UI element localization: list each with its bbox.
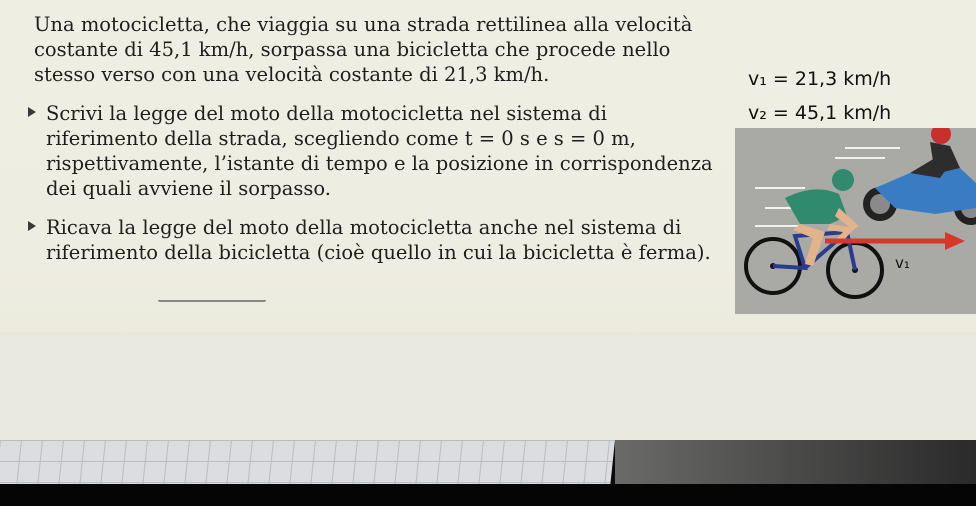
motorcycle-icon	[863, 128, 976, 225]
problem-text	[34, 12, 724, 279]
task-item-1	[34, 101, 724, 201]
velocity-v1-label: v₁ = 21,3 km/h	[748, 68, 892, 90]
overtaking-illustration	[735, 128, 976, 314]
velocity-v2-label: v₂ = 45,1 km/h	[748, 102, 892, 124]
arrow-v1-label: v₁	[895, 254, 910, 272]
problem-intro: Una motocicletta, che viaggia su una strada rettilinea alla velocità costante di 45,1 km/h, sorpassa una bicicletta che procede nello stesso verso con una velocità costante di 21,3 km/h.	[34, 13, 693, 86]
task-item-2	[34, 215, 724, 265]
grid-notebook	[0, 440, 615, 484]
task-2-text: Ricava la legge del moto della motocicletta anche nel sistema di riferimento della bicicletta (cioè quello in cui la bicicletta è ferma).	[46, 216, 711, 264]
pencil-underline	[158, 296, 266, 302]
table-shadow	[615, 440, 976, 484]
overtaking-drawing	[735, 128, 976, 314]
bottom-dark-bar	[0, 484, 976, 506]
task-1-text: Scrivi la legge del moto della motocicletta nel sistema di riferimento della strada, scegliendo come t = 0 s e s = 0 m, rispettivamente, l’istante di tempo e la posizione in corrispondenza dei quali avviene il sorpasso.	[46, 102, 713, 200]
page-margin	[0, 332, 976, 440]
bullet-icon	[28, 221, 36, 231]
bullet-icon	[28, 107, 36, 117]
